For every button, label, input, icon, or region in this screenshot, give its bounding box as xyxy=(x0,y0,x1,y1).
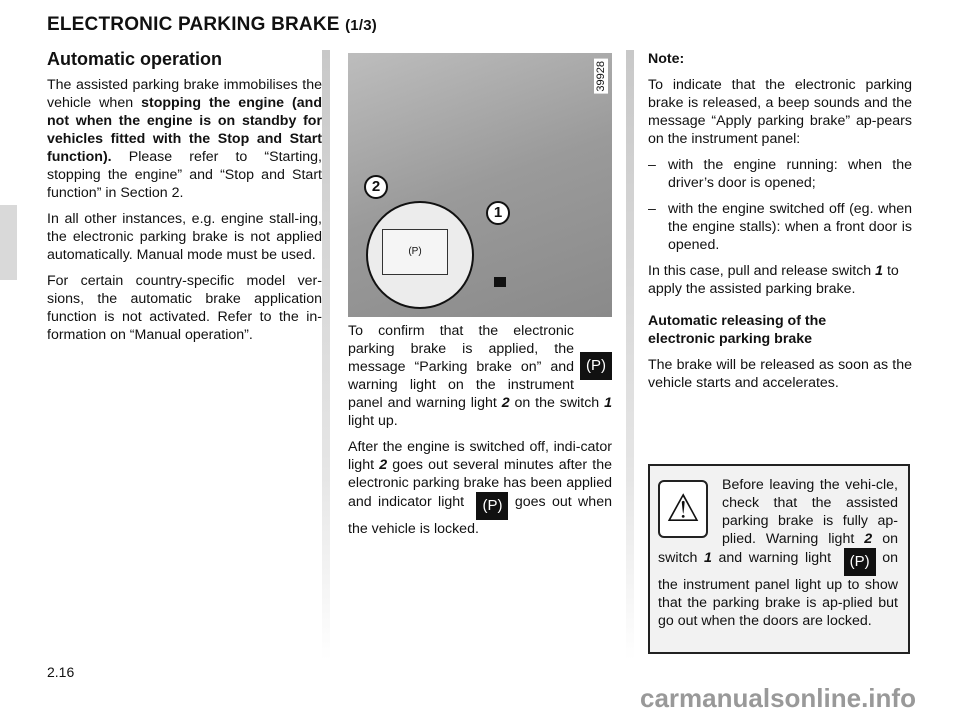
warning-triangle-icon: ⚠ xyxy=(658,480,708,538)
right-column xyxy=(648,50,912,400)
section-tab xyxy=(0,205,17,280)
switch-magnifier xyxy=(366,201,474,309)
title-text: ELECTRONIC PARKING BRAKE xyxy=(47,14,340,35)
text: on switch xyxy=(658,531,898,566)
text: In this case, pull and release switch xyxy=(648,263,876,279)
column-divider xyxy=(322,50,330,660)
text: and warning light xyxy=(711,550,832,566)
title-part: (1/3) xyxy=(345,17,377,34)
paragraph: For certain country-specific model ver-sions, the automatic brake application function is not activated. Refer to the in-formation on “Manual operation”. xyxy=(47,273,322,343)
paragraph: The brake will be released as soon as the vehicle starts and accelerates. xyxy=(648,357,912,391)
paragraph xyxy=(348,438,612,538)
list-item-text: with the engine running: when the driver’s door is opened; xyxy=(668,157,912,191)
parking-warning-light-icon: (P) xyxy=(580,352,612,380)
ref-number: 2 xyxy=(501,395,510,411)
subheading: Automatic releasing of the electronic parking brake xyxy=(648,313,827,347)
left-column xyxy=(47,50,322,352)
ref-number: 2 xyxy=(379,457,388,473)
parking-warning-light-icon: (P) xyxy=(844,548,876,576)
ref-number: 1 xyxy=(604,395,612,411)
paragraph: In all other instances, e.g. engine stall-ing, the electronic parking brake is not applied automatically. Manual mode must be used. xyxy=(47,211,322,263)
text: to apply the assisted parking brake. xyxy=(648,263,899,297)
bold-text: stopping the engine (and not when the engine is on standby for vehicles fitted with the Stop and Start function). xyxy=(47,95,322,165)
text: goes out several minutes after the electronic parking brake has been applied and indicator light xyxy=(348,457,612,510)
warning-box xyxy=(648,464,910,654)
switch-1 xyxy=(494,277,506,287)
ref-number: 1 xyxy=(875,263,884,279)
text: on the instrument panel light up to show that the parking brake is ap-plied but go out when the doors are locked. xyxy=(658,550,898,629)
section-heading: Automatic operation xyxy=(47,49,223,69)
figure-code: 39928 xyxy=(595,61,607,92)
middle-column xyxy=(348,322,612,546)
text: Before leaving the vehi-cle, check that the assisted parking brake is fully ap-plied. Warning light xyxy=(722,477,898,547)
ref-number: 1 xyxy=(704,550,712,566)
callout-2: 2 xyxy=(364,175,388,199)
ref-number: 2 xyxy=(864,531,873,547)
callout-1: 1 xyxy=(486,201,510,225)
text: light up. xyxy=(348,413,398,429)
text: goes out when the vehicle is locked. xyxy=(348,494,612,537)
watermark: carmanualsonline.info xyxy=(640,683,916,710)
list-item: – with the engine running: when the driver’s door is opened; xyxy=(648,157,912,191)
text: After the engine is switched off, indi-cator light xyxy=(348,439,612,473)
column-divider xyxy=(626,50,634,660)
dashboard-illustration xyxy=(348,53,612,317)
note-heading: Note: xyxy=(648,51,685,67)
parking-warning-light-icon: (P) xyxy=(476,492,508,520)
text: on the switch xyxy=(509,395,605,411)
text: The assisted parking brake immobilises the vehicle when xyxy=(47,77,322,111)
paragraph xyxy=(648,262,912,298)
paragraph: To indicate that the electronic parking brake is released, a beep sounds and the message “Apply parking brake” ap-pears on the instrument panel: xyxy=(648,77,912,147)
paragraph xyxy=(348,322,612,430)
parking-brake-switch: (P) xyxy=(382,229,448,275)
text: on the instrument panel and warning light xyxy=(348,377,574,411)
page-number: 2.16 xyxy=(47,664,75,680)
page-title xyxy=(47,14,377,36)
paragraph xyxy=(47,76,322,202)
text: To confirm that the electronic parking brake is applied, the message “Parking brake on” and warning light xyxy=(348,323,574,393)
list-item-text: with the engine switched off (eg. when the engine stalls): when a front door is opened. xyxy=(668,201,912,253)
list-item: – with the engine switched off (eg. when the engine stalls): when a front door is opened. xyxy=(648,201,912,253)
text: Please refer to “Starting, stopping the engine” and “Stop and Start function” in Section 2. xyxy=(47,149,322,201)
